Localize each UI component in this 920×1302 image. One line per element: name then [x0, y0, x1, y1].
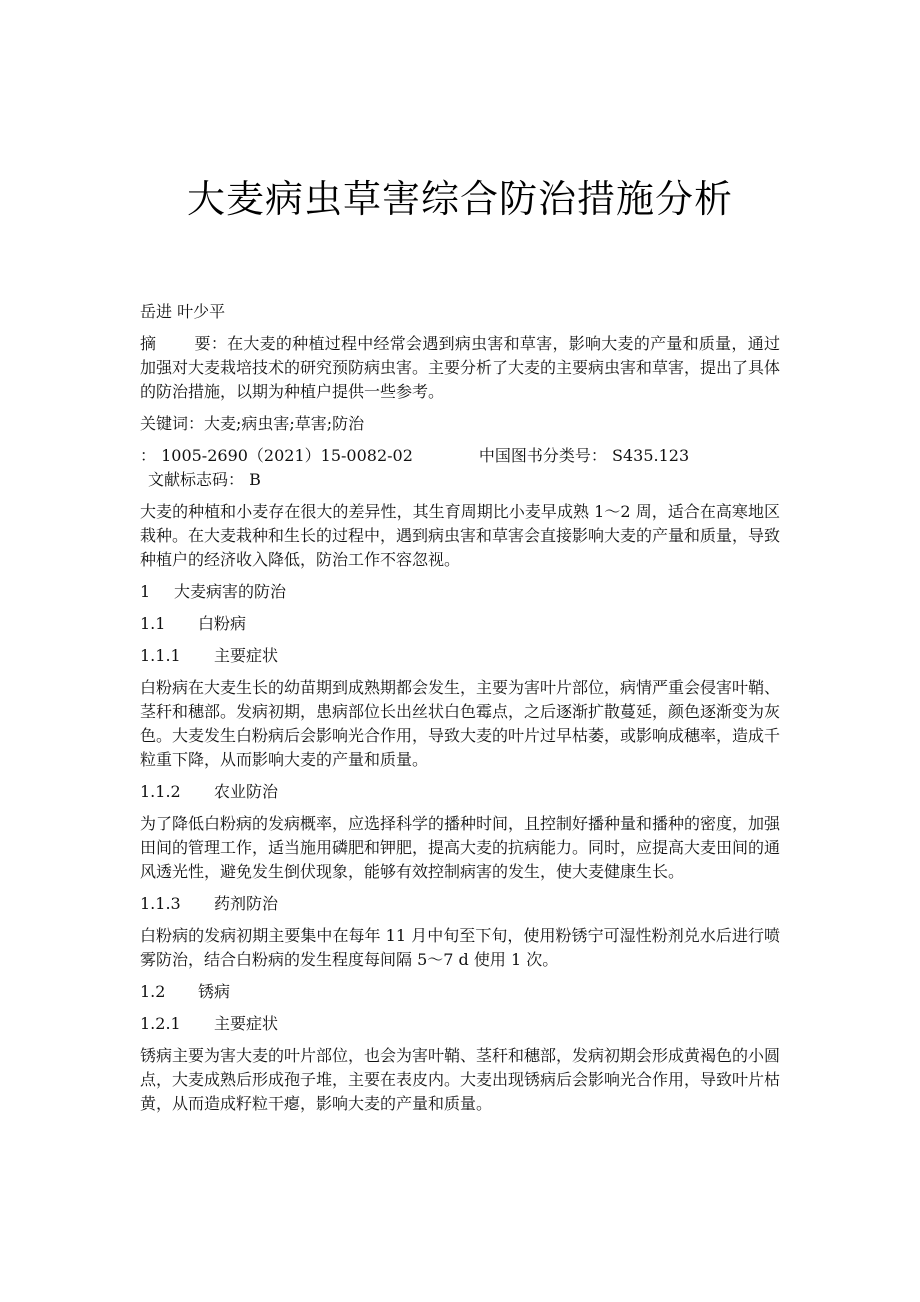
paragraph-1-2-1: 锈病主要为害大麦的叶片部位，也会为害叶鞘、茎秆和穗部，发病初期会形成黄褐色的小圆点，大麦成熟后形成孢子堆，主要在表皮内。大麦出现锈病后会影响光合作用，导致叶片枯黄，从而造成籽粒干瘪，影响大麦的产量和质量。 [140, 1046, 781, 1113]
section-heading-1 [140, 580, 780, 604]
intro-paragraph: 大麦的种植和小麦存在很大的差异性，其生育周期比小麦早成熟 1～2 周，适合在高寒地区栽种。在大麦栽种和生长的过程中，遇到病虫害和草害会直接影响大麦的产量和质量，导致种植户的经济收入降低，防治工作不容忽视。 [140, 502, 781, 569]
abstract-label-b: 要： [194, 334, 228, 353]
section-title: 农业防治 [214, 782, 279, 801]
publication-info [140, 444, 780, 468]
section-heading-1-1-2 [140, 780, 780, 804]
authors: 岳进 叶少平 [140, 302, 226, 321]
issn-info: ： 1005-2690（2021）15-0082-02 [140, 446, 413, 465]
section-number: 1.1.3 [140, 894, 181, 913]
abstract-text: 在大麦的种植过程中经常会遇到病虫害和草害，影响大麦的产量和质量，通过加强对大麦栽培技术的研究预防病虫害。主要分析了大麦的主要病虫害和草害，提出了具体的防治措施，以期为种植户提供一些参考。 [140, 334, 781, 401]
abstract [140, 332, 780, 404]
section-number: 1.2 [140, 982, 166, 1001]
paragraph-1-1-2: 为了降低白粉病的发病概率，应选择科学的播种时间，且控制好播种量和播种的密度，加强田间的管理工作，适当施用磷肥和钾肥，提高大麦的抗病能力。同时，应提高大麦田间的通风透光性，避免发生倒伏现象，能够有效控制病害的发生，使大麦健康生长。 [140, 814, 781, 881]
section-number: 1.1 [140, 614, 166, 633]
abstract-label-a: 摘 [140, 334, 157, 353]
paragraph-1-1-1: 白粉病在大麦生长的幼苗期到成熟期都会发生，主要为害叶片部位，病情严重会侵害叶鞘、茎秆和穗部。发病初期，患病部位长出丝状白色霉点，之后逐渐扩散蔓延，颜色逐渐变为灰色。大麦发生白粉病后会影响光合作用，导致大麦的叶片过早枯萎，或影响成穗率，造成千粒重下降，从而影响大麦的产量和质量。 [140, 678, 781, 769]
section-heading-1-2-1 [140, 1012, 780, 1036]
keywords: 关键词：大麦;病虫害;草害;防治 [140, 414, 365, 433]
section-title: 白粉病 [198, 614, 247, 633]
section-title: 大麦病害的防治 [174, 582, 287, 601]
section-number: 1.2.1 [140, 1014, 181, 1033]
section-title: 主要症状 [214, 1014, 279, 1033]
document-mark: 文献标志码： B [148, 470, 261, 489]
section-heading-1-1-3 [140, 892, 780, 916]
classification-number: 中国图书分类号： S435.123 [478, 446, 690, 465]
section-number: 1.1.2 [140, 782, 181, 801]
section-number: 1.1.1 [140, 646, 181, 665]
document-title: 大麦病虫草害综合防治措施分析 [186, 177, 733, 221]
section-title: 锈病 [198, 982, 231, 1001]
section-title: 药剂防治 [214, 894, 279, 913]
paragraph-1-1-3: 白粉病的发病初期主要集中在每年 11 月中旬至下旬，使用粉锈宁可湿性粉剂兑水后进行喷雾防治，结合白粉病的发生程度每间隔 5～7 d 使用 1 次。 [140, 926, 780, 969]
section-title: 主要症状 [214, 646, 279, 665]
document-body [140, 300, 780, 1124]
section-heading-1-2 [140, 980, 780, 1004]
section-number: 1 [140, 582, 151, 601]
section-heading-1-1 [140, 612, 780, 636]
section-heading-1-1-1 [140, 644, 780, 668]
